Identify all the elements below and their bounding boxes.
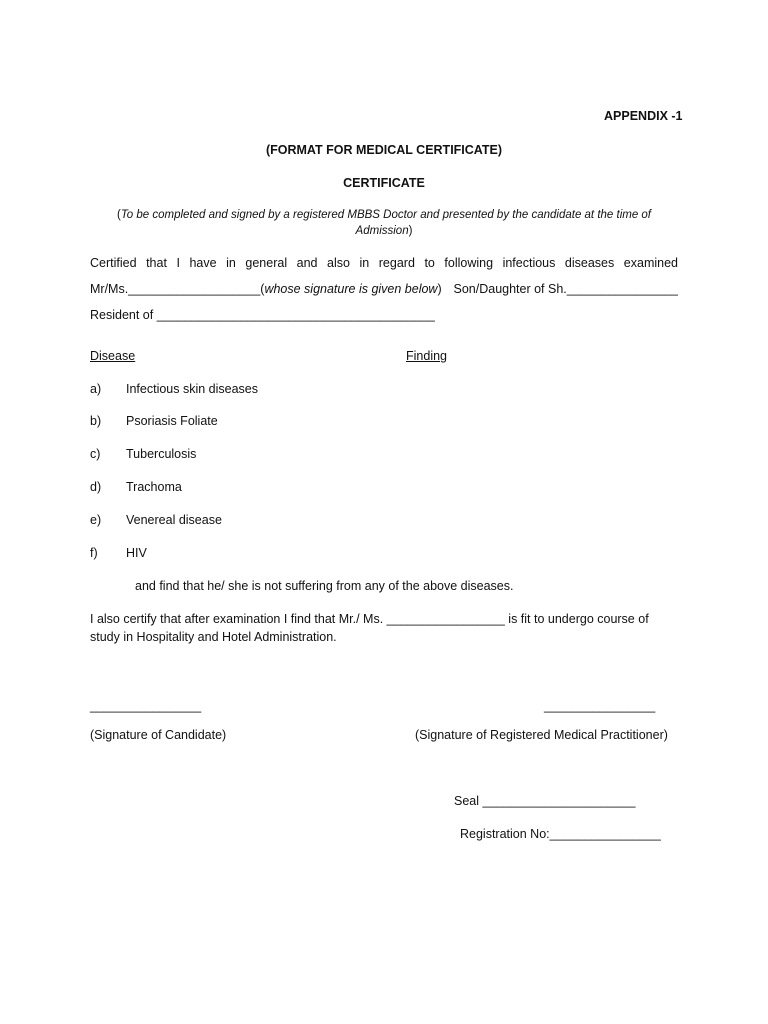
certification-line-1: Certified that I have in general and also in regard to following infectious diseases examined: [90, 256, 678, 270]
disease-letter: c): [90, 447, 101, 461]
disease-name: Psoriasis Foliate: [126, 414, 218, 428]
certificate-title: CERTIFICATE: [343, 176, 425, 190]
parent-name-field: Son/Daughter of Sh.________________: [453, 282, 678, 296]
fitness-line-1: I also certify that after examination I find that Mr./ Ms. _________________ is fit to undergo course of: [90, 612, 649, 626]
disease-letter: f): [90, 546, 98, 560]
not-suffering-statement: and find that he/ she is not suffering from any of the above diseases.: [135, 579, 514, 593]
disease-letter: b): [90, 414, 102, 428]
seal-field: Seal ______________________: [454, 794, 636, 808]
certification-line-2: [90, 276, 678, 302]
resident-field: Resident of ________________________________________: [90, 308, 435, 322]
disease-name: Venereal disease: [126, 513, 222, 527]
disease-letter: d): [90, 480, 102, 494]
disease-letter: e): [90, 513, 102, 527]
practitioner-signature-line: ________________: [544, 699, 656, 713]
disease-name: Trachoma: [126, 480, 182, 494]
disease-letter: a): [90, 382, 102, 396]
disease-name: HIV: [126, 546, 147, 560]
disease-header: Disease: [90, 349, 136, 363]
format-title: (FORMAT FOR MEDICAL CERTIFICATE): [265, 143, 503, 157]
disease-name: Tuberculosis: [126, 447, 197, 461]
practitioner-signature-label: (Signature of Registered Medical Practitioner): [415, 728, 668, 742]
candidate-signature-line: ________________: [90, 699, 202, 713]
disease-name: Infectious skin diseases: [126, 382, 259, 396]
registration-number-field: Registration No:________________: [460, 827, 661, 841]
candidate-signature-label: (Signature of Candidate): [90, 728, 227, 742]
finding-header: Finding: [406, 349, 447, 363]
certification-paragraph: [90, 250, 678, 328]
fitness-line-2: study in Hospitality and Hotel Administration.: [90, 630, 337, 644]
instruction-note: (To be completed and signed by a registered MBBS Doctor and presented by the candidate at the time of Admission): [116, 209, 652, 237]
examinee-name-field: Mr/Ms.___________________(whose signature is given below): [90, 282, 442, 296]
appendix-label: APPENDIX -1: [604, 109, 683, 123]
